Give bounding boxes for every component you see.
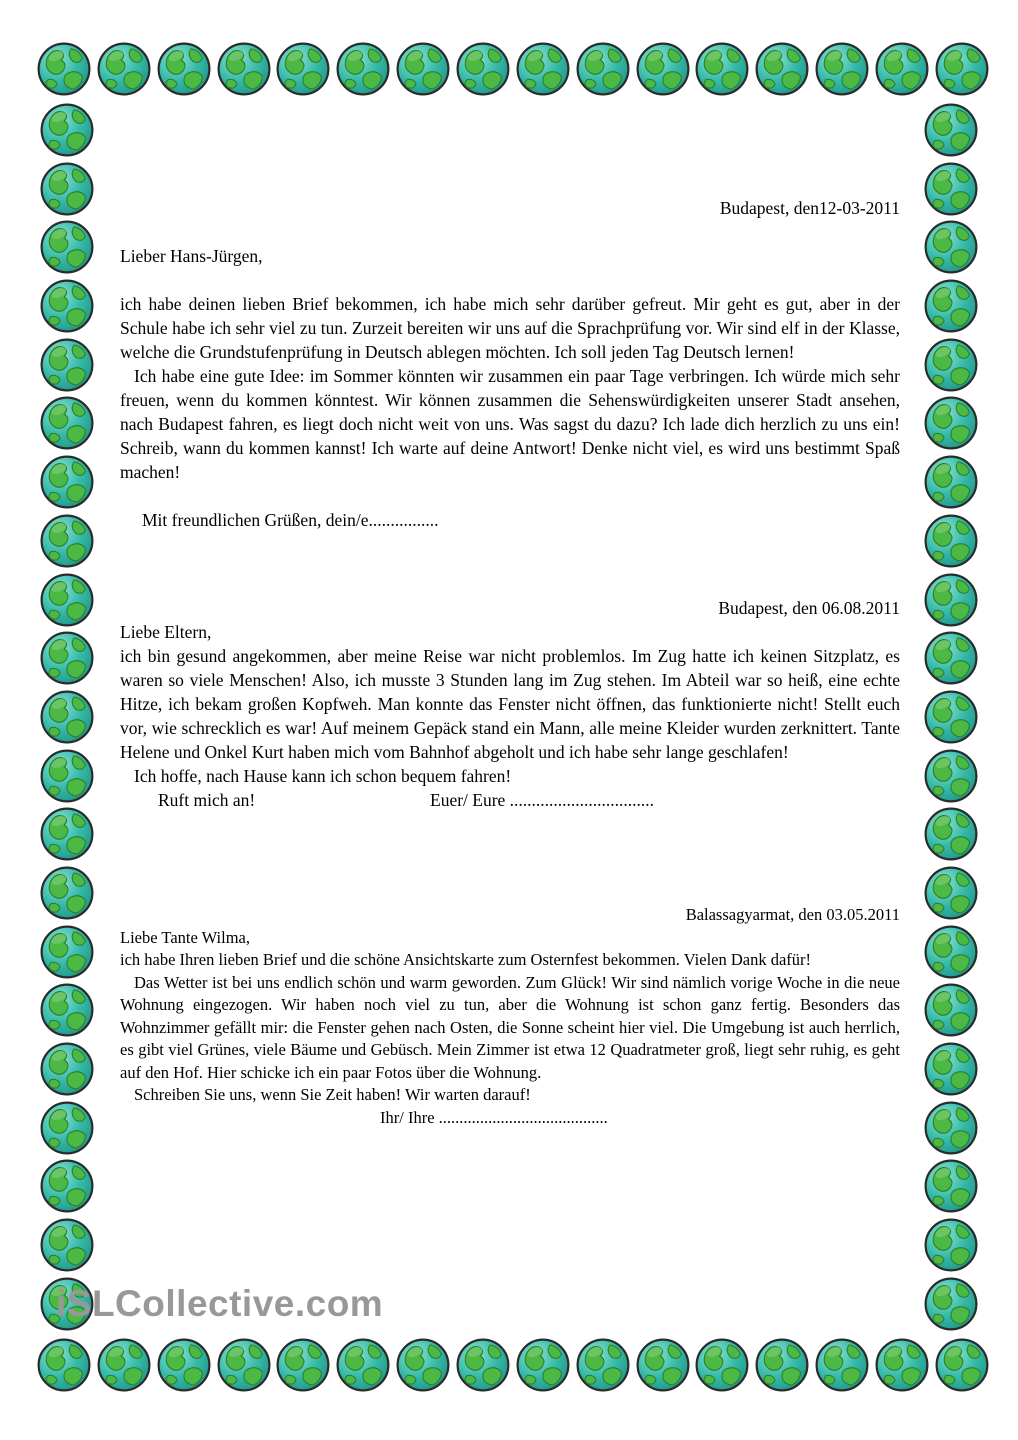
globe-icon [923,454,979,510]
globe-icon [455,1337,511,1393]
globe-icon [39,454,95,510]
globe-icon [39,865,95,921]
globe-icon [39,924,95,980]
globe-icon [934,41,990,97]
globe-icon [39,102,95,158]
globe-icon [923,1041,979,1097]
letter-2-closing-left: Ruft mich an! [158,790,256,810]
globe-icon [923,161,979,217]
globe-icon [923,337,979,393]
globe-icon [39,1217,95,1273]
globe-icon [923,278,979,334]
islcollective-watermark: iSLCollective.com [56,1283,384,1324]
globe-icon [923,1158,979,1214]
globe-icon [923,513,979,569]
globe-icon [923,572,979,628]
letter-2 [120,596,900,812]
letter-3-paragraph: ich habe Ihren lieben Brief und die schöne Ansichtskarte zum Osternfest bekommen. Vielen Dank dafür! [120,950,812,969]
globe-icon [216,1337,272,1393]
globe-icon [39,1041,95,1097]
globe-icon [39,748,95,804]
letter-3-paragraph: Das Wetter ist bei uns endlich schön und warm geworden. Zum Glück! Wir sind nämlich vorige Woche in die neue Wohnung eingezogen. Wir haben noch viel zu tun, aber die Wohnung ist schon ganz fertig. Besonders das Wohnzimmer gefällt mir: die Fenster gehen nach Osten, die Sonne scheint hier viel. Die Umgebung ist auch herrlich, es gibt viel Grünes, viele Bäume und Gebüsch. Mein Zimmer ist etwa 12 Quadratmeter groß, liegt sehr ruhig, es geht auf den Hof. Hier schicke ich ein paar Fotos über die Wohnung. [120,972,900,1082]
globe-icon [39,161,95,217]
globe-icon [39,689,95,745]
globe-icon [39,513,95,569]
letter-1-date: Budapest, den12-03-2011 [719,198,900,218]
globe-icon [923,1100,979,1156]
globe-icon [36,1337,92,1393]
globe-icon [39,572,95,628]
globe-icon [923,806,979,862]
globe-icon [923,102,979,158]
globe-icon [923,1276,979,1332]
letter-3-salutation: Liebe Tante Wilma, [120,927,250,947]
globe-icon [39,1100,95,1156]
letter-2-closing-right: Euer/ Eure ................................. [430,790,655,810]
globe-icon [36,41,92,97]
letter-1-paragraph: Ich habe eine gute Idee: im Sommer könnten wir zusammen ein paar Tage verbringen. Ich würde mich sehr freuen, wenn du kommen könntest. Wir können zusammen die Sehenswürdigkeiten unserer Stadt ansehen, nach Budapest fahren, es liegt doch nicht weit von uns. Was sagst du dazu? Ich lade dich herzlich zu uns ein! Schreib, wann du kommen kannst! Ich warte auf deine Antwort! Denke nicht viel, es wird uns bestimmt Spaß machen! [120,366,900,482]
globe-icon [39,219,95,275]
letter-1 [120,196,900,532]
globe-icon [515,1337,571,1393]
letter-1-paragraph: ich habe deinen lieben Brief bekommen, ich habe mich sehr darüber gefreut. Mir geht es gut, aber in der Schule habe ich sehr viel zu tun. Zurzeit bereiten wir uns auf die Sprachprüfung vor. Wir sind elf in der Klasse, welche die Grundstufenprüfung in Deutsch ablegen möchten. Ich soll jeden Tag Deutsch lernen! [120,294,900,362]
globe-icon [39,630,95,686]
letter-2-paragraph: ich bin gesund angekommen, aber meine Reise war nicht problemlos. Im Zug hatte ich keinen Sitzplatz, es waren so viele Menschen! Also, ich musste 3 Stunden lang im Zug stehen. Im Abteil war so heiß, eine echte Hitze, ich bekam großen Kopfweh. Man konnte das Fenster nicht öffnen, das funktionierte nicht! Stellt euch vor, wie schrecklich es war! Auf meinem Gepäck stand ein Mann, alle meine Kleider wurden zerknittert. Tante Helene und Onkel Kurt haben mich vom Bahnhof abgeholt und ich habe sehr lange geschlafen! [120,646,900,762]
globe-icon [39,337,95,393]
worksheet-content [120,0,900,1129]
letter-3-closing: Ihr/ Ihre ......................................... [380,1107,608,1127]
letter-2-date: Budapest, den 06.08.2011 [718,598,900,618]
globe-icon [923,395,979,451]
globe-icon [934,1337,990,1393]
globe-icon [275,1337,331,1393]
globe-icon [923,219,979,275]
globe-icon [575,1337,631,1393]
globe-icon [39,278,95,334]
letter-3 [120,904,900,1129]
globe-icon [39,1158,95,1214]
globe-icon [923,630,979,686]
globe-icon [923,748,979,804]
globe-icon [923,924,979,980]
globe-icon [923,1217,979,1273]
globe-icon [635,1337,691,1393]
globe-border-bottom [36,1336,990,1394]
globe-icon [39,806,95,862]
globe-icon [395,1337,451,1393]
globe-icon [156,1337,212,1393]
globe-icon [923,982,979,1038]
globe-border-left [38,102,96,1332]
globe-icon [39,395,95,451]
letter-2-paragraph: Ich hoffe, nach Hause kann ich schon bequem fahren! [134,766,512,786]
letter-2-salutation: Liebe Eltern, [120,622,212,642]
globe-icon [96,1337,152,1393]
letter-3-paragraph: Schreiben Sie uns, wenn Sie Zeit haben! Wir warten darauf! [134,1085,531,1104]
letter-1-closing: Mit freundlichen Grüßen, dein/e................ [142,510,439,530]
globe-icon [923,865,979,921]
letter-2-closing-row [120,788,900,812]
globe-border-right [922,102,980,1332]
globe-icon [814,1337,870,1393]
globe-icon [874,1337,930,1393]
globe-icon [39,982,95,1038]
globe-icon [754,1337,810,1393]
globe-icon [923,689,979,745]
letter-3-date: Balassagyarmat, den 03.05.2011 [685,905,900,924]
globe-icon [335,1337,391,1393]
globe-icon [694,1337,750,1393]
letter-1-salutation: Lieber Hans-Jürgen, [120,246,263,266]
